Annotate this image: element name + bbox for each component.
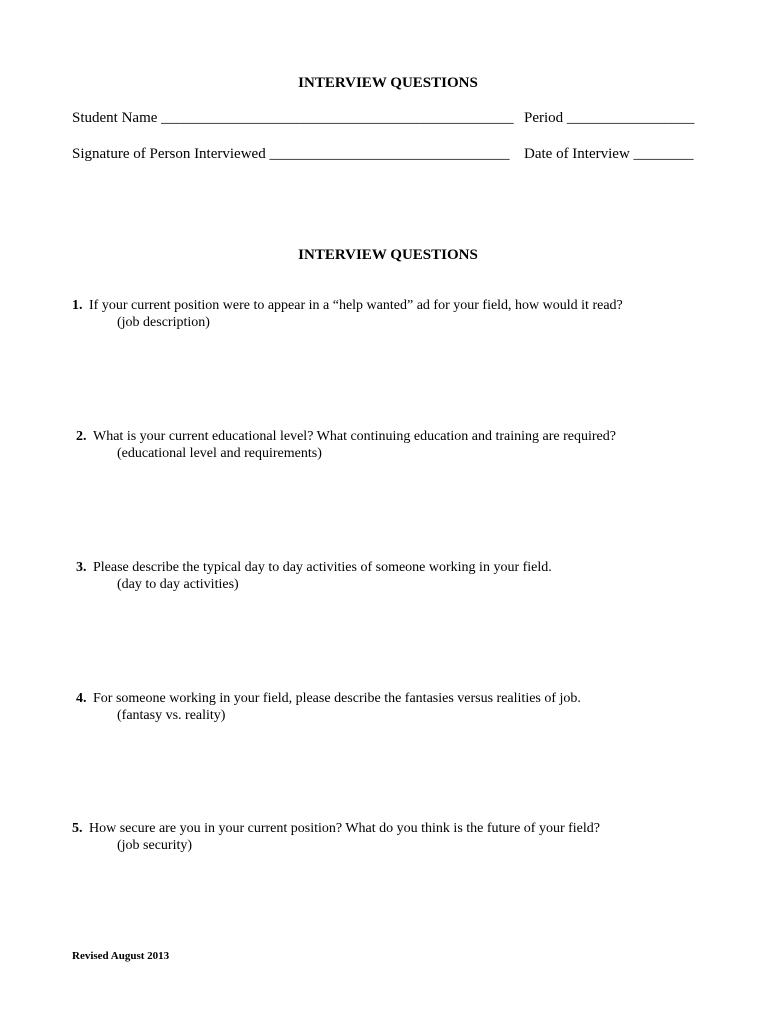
question-hint: (job security) [117, 838, 193, 853]
question-text: For someone working in your field, please describe the fantasies versus realities of job. [93, 691, 581, 706]
question-hint: (day to day activities) [117, 577, 239, 592]
question-number: 2. [76, 429, 87, 444]
date-of-interview-field[interactable]: Date of Interview ________ [524, 146, 694, 162]
page-title: INTERVIEW QUESTIONS [298, 75, 478, 91]
question-number: 5. [72, 821, 83, 836]
question-text: How secure are you in your current position? What do you think is the future of your field? [89, 821, 600, 836]
question-number: 1. [72, 298, 83, 313]
student-name-field[interactable]: Student Name _______________________________________________ [72, 110, 514, 126]
question-text: What is your current educational level? What continuing education and training are required? [93, 429, 616, 444]
question-hint: (fantasy vs. reality) [117, 708, 226, 723]
question-number: 4. [76, 691, 87, 706]
revision-note: Revised August 2013 [72, 950, 170, 962]
signature-field[interactable]: Signature of Person Interviewed ________________________________ [72, 146, 510, 162]
question-text: Please describe the typical day to day activities of someone working in your field. [93, 560, 552, 575]
question-hint: (educational level and requirements) [117, 446, 322, 461]
section-title: INTERVIEW QUESTIONS [298, 247, 478, 263]
question-hint: (job description) [117, 315, 210, 330]
period-field[interactable]: Period _________________ [524, 110, 695, 126]
question-text: If your current position were to appear in a “help wanted” ad for your field, how would it read? [89, 298, 623, 313]
question-number: 3. [76, 560, 87, 575]
